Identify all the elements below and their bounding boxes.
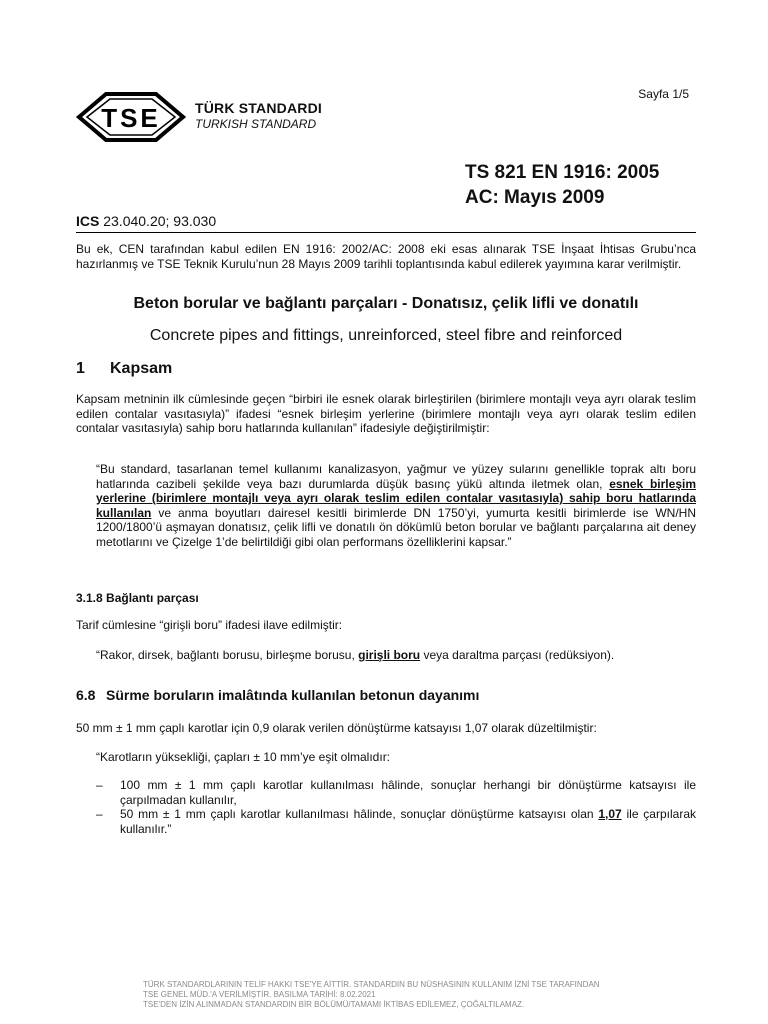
section-6-8-paragraph: 50 mm ± 1 mm çaplı karotlar için 0,9 olarak verilen dönüştürme katsayısı 1,07 olarak düzeltilmiştir: (76, 721, 597, 735)
list-dash: – (96, 778, 103, 792)
divider-line (76, 232, 696, 233)
list-item-text: 100 mm ± 1 mm çaplı karotlar kullanılması hâlinde, sonuçlar herhangi bir dönüştürme katsayısı ile çarpılmadan kullanılır, (120, 778, 696, 807)
copyright-footer (143, 980, 663, 1010)
list-item-text: ile çarpılarak kullanılır.” (120, 807, 696, 836)
quote-text: ve anma boyutları dairesel kesitli birimlerde DN 1750’yi, yumurta kesitli birimlerde ise WN/HN 1200/1800’ü aşmayan donatısız, çelik lifli ve donatılı ön dökümlü beton borular ve bağlantı parçalarına ait deney metotlarını ve Çizelge 1’de belirtildiği gibi olan performans özelliklerini kapsar.” (96, 505, 696, 549)
section-6-8-quote: “Karotların yüksekliği, çapları ± 10 mm’ye eşit olmalıdır: (96, 750, 391, 764)
footer-line: TSE GENEL MÜD.'A VERİLMİŞTİR. BASILMA TARİHİ: 8.02.2021 (143, 990, 376, 999)
document-title-en: Concrete pipes and fittings, unreinforced, steel fibre and reinforced (149, 327, 623, 344)
list-item-underlined: 1,07 (598, 807, 622, 821)
section-1-quote (96, 462, 696, 549)
quote-text: “Rakor, dirsek, bağlantı borusu, birleşme borusu, (96, 648, 359, 662)
standard-name-en: TURKISH STANDARD (195, 117, 317, 131)
tse-logo-icon (76, 91, 186, 143)
section-1-number: 1 (76, 360, 85, 377)
page-number: Sayfa 1/5 (638, 87, 689, 101)
ics-line (76, 213, 216, 229)
section-6-8-heading (76, 687, 479, 703)
section-1-title: Kapsam (110, 360, 173, 377)
section-1-paragraph: Kapsam metninin ilk cümlesinde geçen “birbiri ile esnek olarak birleştirilen (birimlere montajlı veya ayrı olarak teslim edilen contalar vasıtasıyla)” ifadesi “esnek birleşim yerlerine (birimlere montajlı veya ayrı olarak teslim edilen contalar vasıtasıyla) sahip boru hatlarında kullanılan” ifadesiyle değiştirilmiştir: (76, 392, 696, 435)
footer-line: TÜRK STANDARDLARININ TELİF HAKKI TSE'YE AİTTİR. STANDARDIN BU NÜSHASININ KULLANIM İZNİ TSE TARAFINDAN (143, 980, 600, 989)
ics-label: ICS (76, 213, 100, 229)
quote-underlined-text: esnek birleşim yerlerine (birimlere montajlı veya ayrı olarak teslim edilen contalar vasıtasıyla) sahip boru hatlarında kullanılan (96, 476, 696, 520)
section-3-1-8-paragraph: Tarif cümlesine “girişli boru” ifadesi ilave edilmiştir: (76, 618, 343, 632)
footer-line: TSE'DEN İZİN ALINMADAN STANDARDIN BİR BÖLÜMÜ/TAMAMI İKTİBAS EDİLEMEZ, ÇOĞALTILAMAZ. (143, 1000, 525, 1009)
section-1-heading (76, 360, 172, 378)
section-6-8-title: Sürme boruların imalâtında kullanılan betonun dayanımı (106, 687, 480, 703)
quote-text: “Bu standard, tasarlanan temel kullanımı kanalizasyon, yağmur ve yüzey sularını genellikle toprak altı boru hatlarında cazibeli şekilde veya bazı durumlarda düşük basınç yükü altında iletmek olan, (96, 462, 696, 491)
list-item (96, 807, 696, 836)
logo-text: TSE (101, 103, 161, 133)
standard-code-line2: AC: Mayıs 2009 (465, 187, 605, 208)
list-item (96, 778, 696, 807)
quote-text: veya daraltma parçası (redüksiyon). (420, 648, 615, 662)
standard-name-tr: TÜRK STANDARDI (195, 100, 322, 116)
list-dash: – (96, 807, 103, 821)
section-3-1-8-quote (96, 648, 696, 663)
standard-code (465, 160, 659, 210)
intro-paragraph: Bu ek, CEN tarafından kabul edilen EN 1916: 2002/AC: 2008 eki esas alınarak TSE İnşaat İhtisas Grubu’nca hazırlanmış ve TSE Teknik Kurulu’nun 28 Mayıs 2009 tarihli toplantısında kabul edilerek yayımına karar verilmiştir. (76, 242, 696, 271)
list-item-text: 50 mm ± 1 mm çaplı karotlar kullanılması hâlinde, sonuçlar dönüştürme katsayısı olan (120, 807, 599, 821)
section-6-8-number: 6.8 (76, 687, 96, 703)
ics-value: 23.040.20; 93.030 (99, 213, 217, 229)
section-3-1-8-heading: 3.1.8 Bağlantı parçası (76, 591, 199, 605)
quote-underlined-text: girişli boru (358, 648, 421, 662)
document-title-tr: Beton borular ve bağlantı parçaları - Donatısız, çelik lifli ve donatılı (133, 295, 639, 312)
standard-code-line1: TS 821 EN 1916: 2005 (465, 162, 660, 183)
section-6-8-list (96, 778, 696, 836)
